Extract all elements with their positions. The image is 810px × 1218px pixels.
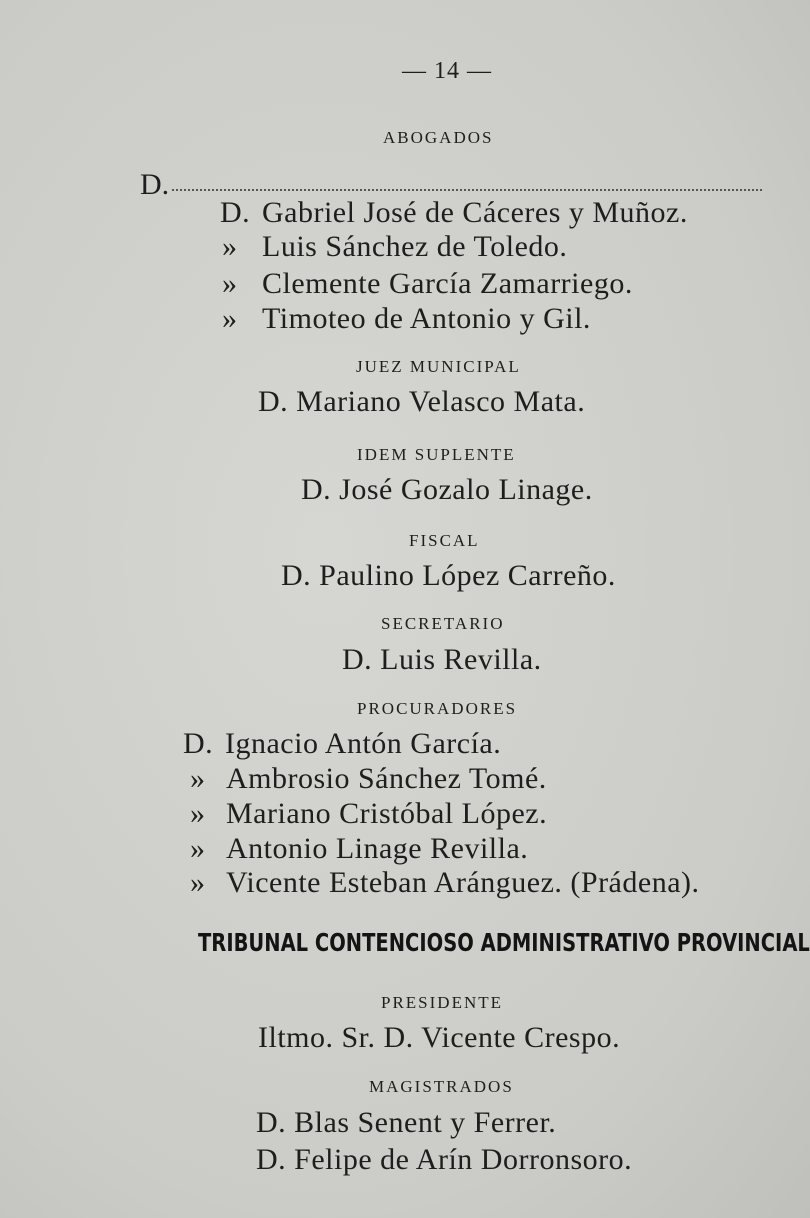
dotted-leader: [172, 189, 762, 191]
secretario-name: D. Luis Revilla.: [342, 643, 542, 676]
entry-prefix: »: [190, 866, 206, 899]
entry-name: Luis Sánchez de Toledo.: [262, 230, 568, 263]
heading-fiscal: FISCAL: [409, 531, 480, 550]
abogado-entry: [222, 267, 633, 301]
heading-magistrados: MAGISTRADOS: [369, 1077, 514, 1096]
abogados-blank-prefix: D.: [140, 168, 170, 201]
procurador-entry: [190, 866, 700, 900]
heading-procuradores: PROCURADORES: [357, 699, 518, 718]
procurador-entry: [183, 727, 501, 761]
entry-name: Mariano Cristóbal López.: [226, 797, 548, 830]
entry-prefix: »: [190, 797, 206, 830]
entry-name: Antonio Linage Revilla.: [226, 832, 529, 865]
tribunal-title: TRIBUNAL CONTENCIOSO ADMINISTRATIVO PROVINCIAL: [198, 928, 810, 957]
abogado-entry: [222, 230, 567, 264]
entry-name: Ambrosio Sánchez Tomé.: [226, 762, 547, 795]
entry-prefix: D.: [183, 727, 214, 760]
procurador-entry: [190, 832, 528, 866]
abogado-entry: [220, 196, 688, 230]
magistrado-entry: D. Felipe de Arín Dorronsoro.: [256, 1143, 633, 1176]
presidente-name: Iltmo. Sr. D. Vicente Crespo.: [258, 1021, 621, 1054]
entry-name: Timoteo de Antonio y Gil.: [262, 302, 591, 335]
entry-prefix: »: [222, 302, 238, 335]
entry-name: Ignacio Antón García.: [225, 727, 502, 760]
heading-secretario: SECRETARIO: [381, 614, 505, 633]
entry-name: Gabriel José de Cáceres y Muñoz.: [262, 196, 688, 229]
juez-municipal-name: D. Mariano Velasco Mata.: [258, 385, 586, 418]
entry-name: Vicente Esteban Aránguez. (Prádena).: [226, 866, 700, 899]
entry-prefix: »: [222, 230, 238, 263]
entry-prefix: »: [190, 832, 206, 865]
magistrado-entry: D. Blas Senent y Ferrer.: [256, 1106, 557, 1139]
heading-abogados: ABOGADOS: [383, 128, 494, 147]
entry-prefix: »: [190, 762, 206, 795]
abogado-entry: [222, 302, 591, 336]
entry-prefix: D.: [220, 196, 251, 229]
heading-presidente: PRESIDENTE: [381, 993, 503, 1012]
entry-name: Clemente García Zamarriego.: [262, 267, 633, 300]
procurador-entry: [190, 797, 547, 831]
fiscal-name: D. Paulino López Carreño.: [281, 559, 616, 592]
heading-juez-municipal: JUEZ MUNICIPAL: [356, 357, 521, 376]
idem-suplente-name: D. José Gozalo Linage.: [301, 473, 593, 506]
heading-idem-suplente: IDEM SUPLENTE: [357, 445, 516, 464]
entry-prefix: »: [222, 267, 238, 300]
page-number: — 14 —: [402, 58, 492, 84]
procurador-entry: [190, 762, 547, 796]
